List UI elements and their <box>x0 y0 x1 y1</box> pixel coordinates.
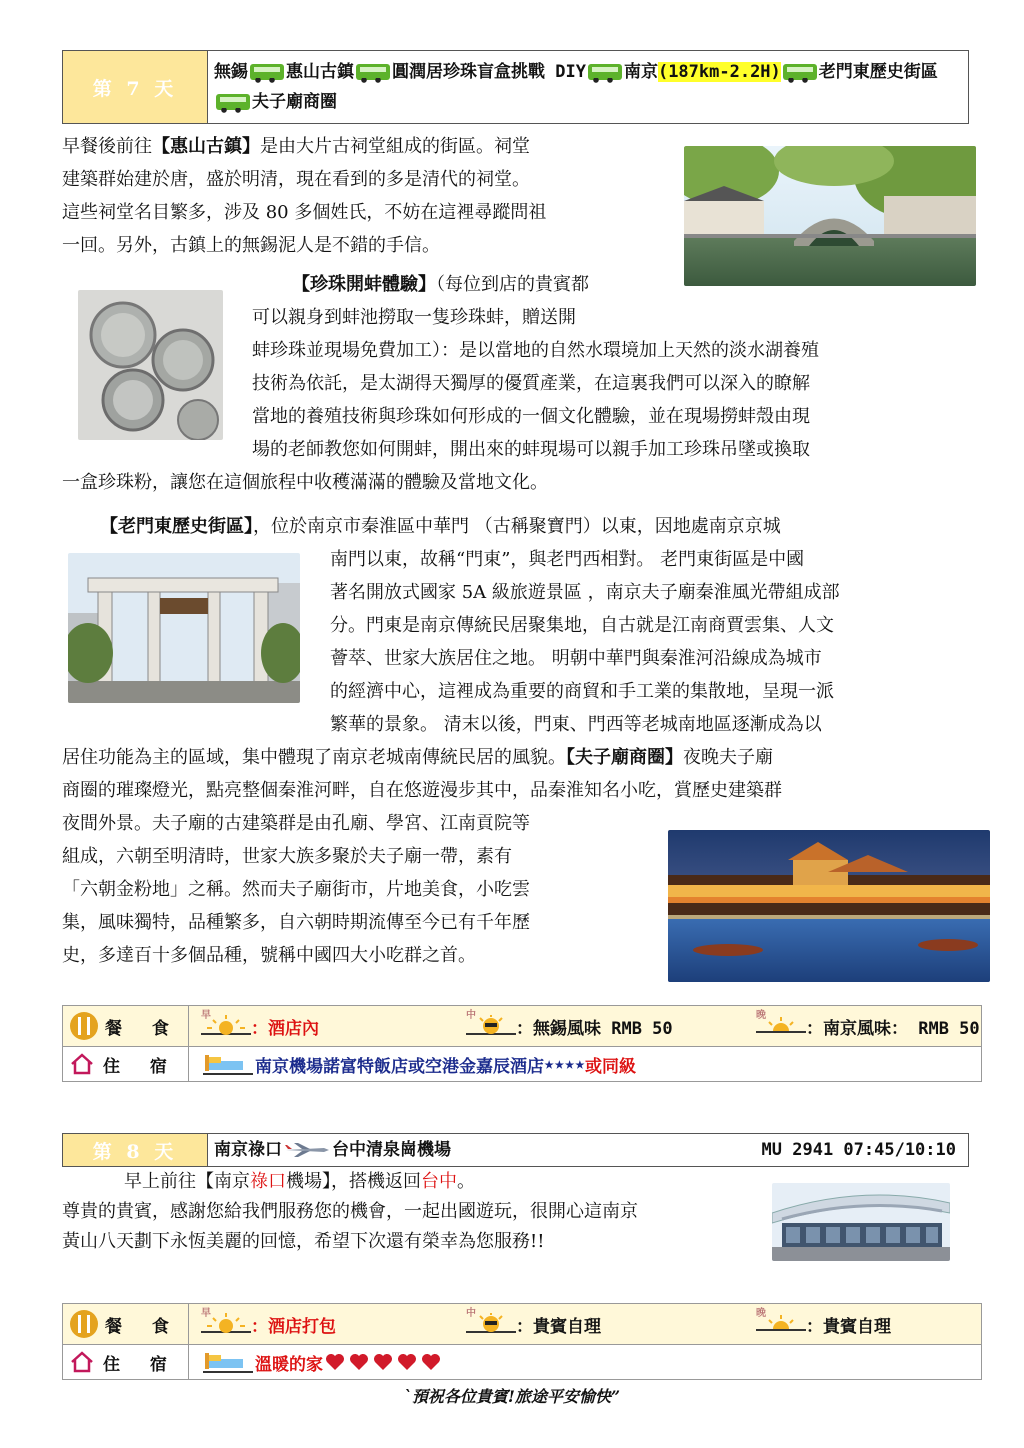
day8-meal-table <box>62 1303 982 1380</box>
laomendong-paragraph: 【老門東歷史街區】，位於南京市秦淮區中華門 （古稱聚寶門）以東，因地處南京京城 南門以東，故稱“門東”，與老門西相對。 老門東街區是中國 著名開放式國家 5A 級旅遊景區 ，南京夫子廟秦淮風光帶組成部 分。門東是南京傳統民居聚集地，自古就是江南商賈雲集、人文 薈萃、世家大族居住之地。 明朝中華門與秦淮河沿線成為城市 的經濟中心，這裡成為重要的商貿和手工業的集散地，呈現一派 繁華的景象。 清末以後，門東、門西等老城南地區逐漸成為以 居住功能為主的區域，集中體現了南京老城南傳統民居的風貌。【夫子廟商圈】夜晚夫子廟 商圈的璀璨燈光，點亮整個秦淮河畔，自在悠遊漫步其中，品秦淮知名小吃，賞歷史建築群 夜間外景。夫子廟的古建築群是由孔廟、學宮、江南貢院等 組成，六朝至明清時，世家大族多聚於夫子廟一帶，素有 「六朝金粉地」之稱。然而夫子廟街市，片地美食，小吃雲 集，風味獨特，品種繁多，自六朝時期流傳至今已有千年歷 史，多達百十多個品種，號稱中國四大小吃群之首。 <box>62 516 840 966</box>
distance-highlight: (187km-2.2H) <box>657 62 781 82</box>
heart-icon <box>397 1353 417 1371</box>
breakfast-cell: 早 ：酒店內 <box>201 1010 319 1039</box>
stay-row <box>63 1047 981 1081</box>
hotel-cell: 南京機場諾富特飯店或空港金嘉辰酒店 ★★★★ 或同級 <box>189 1047 636 1081</box>
day8-label: 第 8 天 <box>63 1134 208 1166</box>
bus-icon <box>588 64 622 80</box>
hotel-bed-icon <box>201 1349 255 1375</box>
day8-header <box>62 1133 969 1167</box>
huishan-town-photo <box>684 146 976 286</box>
meal-label: 餐 食 <box>63 1006 189 1046</box>
bus-icon <box>783 64 817 80</box>
house-icon <box>69 1350 95 1374</box>
bus-icon <box>250 64 284 80</box>
hotel-bed-icon <box>201 1051 255 1077</box>
lunch-cell: 中 ：無錫風味 RMB 50 <box>466 1010 673 1039</box>
stay-label: 住 宿 <box>63 1047 189 1081</box>
heart-icon <box>421 1353 441 1371</box>
day7-meal-table <box>62 1005 982 1082</box>
footer-wish: `預祝各位貴賓!旅途平安愉快” <box>403 1387 621 1406</box>
huishan-paragraph: 早餐後前往【惠山古鎮】是由大片古祠堂組成的街區。祠堂 建築群始建於唐，盛於明清，現在看到的多是清代的祠堂。 這些祠堂名目繁多，涉及 80 多個姓氏，不妨在這裡尋蹤問祖 一回。另外，古鎮上的無錫泥人是不錯的手信。 <box>62 136 547 256</box>
day7-header <box>62 50 969 124</box>
stay-label: 住 宿 <box>63 1345 189 1379</box>
meal-row <box>63 1006 981 1047</box>
dinner-cell: 晚 ：南京風味： RMB 50 <box>756 1010 980 1039</box>
breakfast-cell: 早 ：酒店打包 <box>201 1308 336 1337</box>
heart-icon <box>325 1353 345 1371</box>
bus-icon <box>356 64 390 80</box>
meal-row <box>63 1304 981 1345</box>
day7-route: 無錫 惠山古鎮 圓潤居珍珠盲盒挑戰 DIY 南京(187km-2.2H) 老門東歷史街區夫子廟商圈 <box>214 62 938 112</box>
bus-icon <box>216 94 250 110</box>
utensils-icon <box>69 1309 99 1339</box>
stay-row <box>63 1345 981 1379</box>
heart-icon <box>373 1353 393 1371</box>
hearts <box>325 1352 445 1372</box>
pearl-paragraph: 【珍珠開蚌體驗】（每位到店的貴賓都 可以親身到蚌池撈取一隻珍珠蚌，贈送開 蚌珍珠並現場免費加工）：是以當地的自然水環境加上天然的淡水湖養殖 技術為依託，是太湖得天獨厚的優質產業，在這裏我們可以深入的瞭解 當地的養殖技術與珍珠如何形成的一個文化體驗，並在現場撈蚌殼由現 場的老師教您如何開蚌，開出來的蚌現場可以親手加工珍珠吊墜或換取 一盒珍珠粉，讓您在這個旅程中收穫滿滿的體驗及當地文化。 <box>62 274 819 493</box>
airport-terminal-photo <box>772 1183 950 1261</box>
flight-info: MU 2941 07:45/10:10 <box>761 1140 956 1160</box>
hotel-cell: 溫暖的家 <box>189 1345 445 1379</box>
fuzimiao-night-photo <box>668 830 990 982</box>
heart-icon <box>349 1353 369 1371</box>
house-icon <box>69 1052 95 1076</box>
lunch-cell: 中 ：貴賓自理 <box>466 1308 601 1337</box>
utensils-icon <box>69 1011 99 1041</box>
day8-paragraph: 早上前往【南京祿口機場】，搭機返回台中。 尊貴的貴賓，感謝您給我們服務您的機會，一起出國遊玩，很開心這南京 黃山八天劃下永恆美麗的回憶，希望下次還有榮幸為您服務!! <box>62 1171 638 1252</box>
day8-route: 南京祿口 台中清泉崗機場 MU 2941 07:45/10:10 <box>208 1134 968 1166</box>
airplane-icon <box>284 1143 330 1157</box>
dinner-cell: 晚 ：貴賓自理 <box>756 1308 891 1337</box>
meal-label: 餐 食 <box>63 1304 189 1344</box>
day7-label: 第 7 天 <box>63 51 208 123</box>
